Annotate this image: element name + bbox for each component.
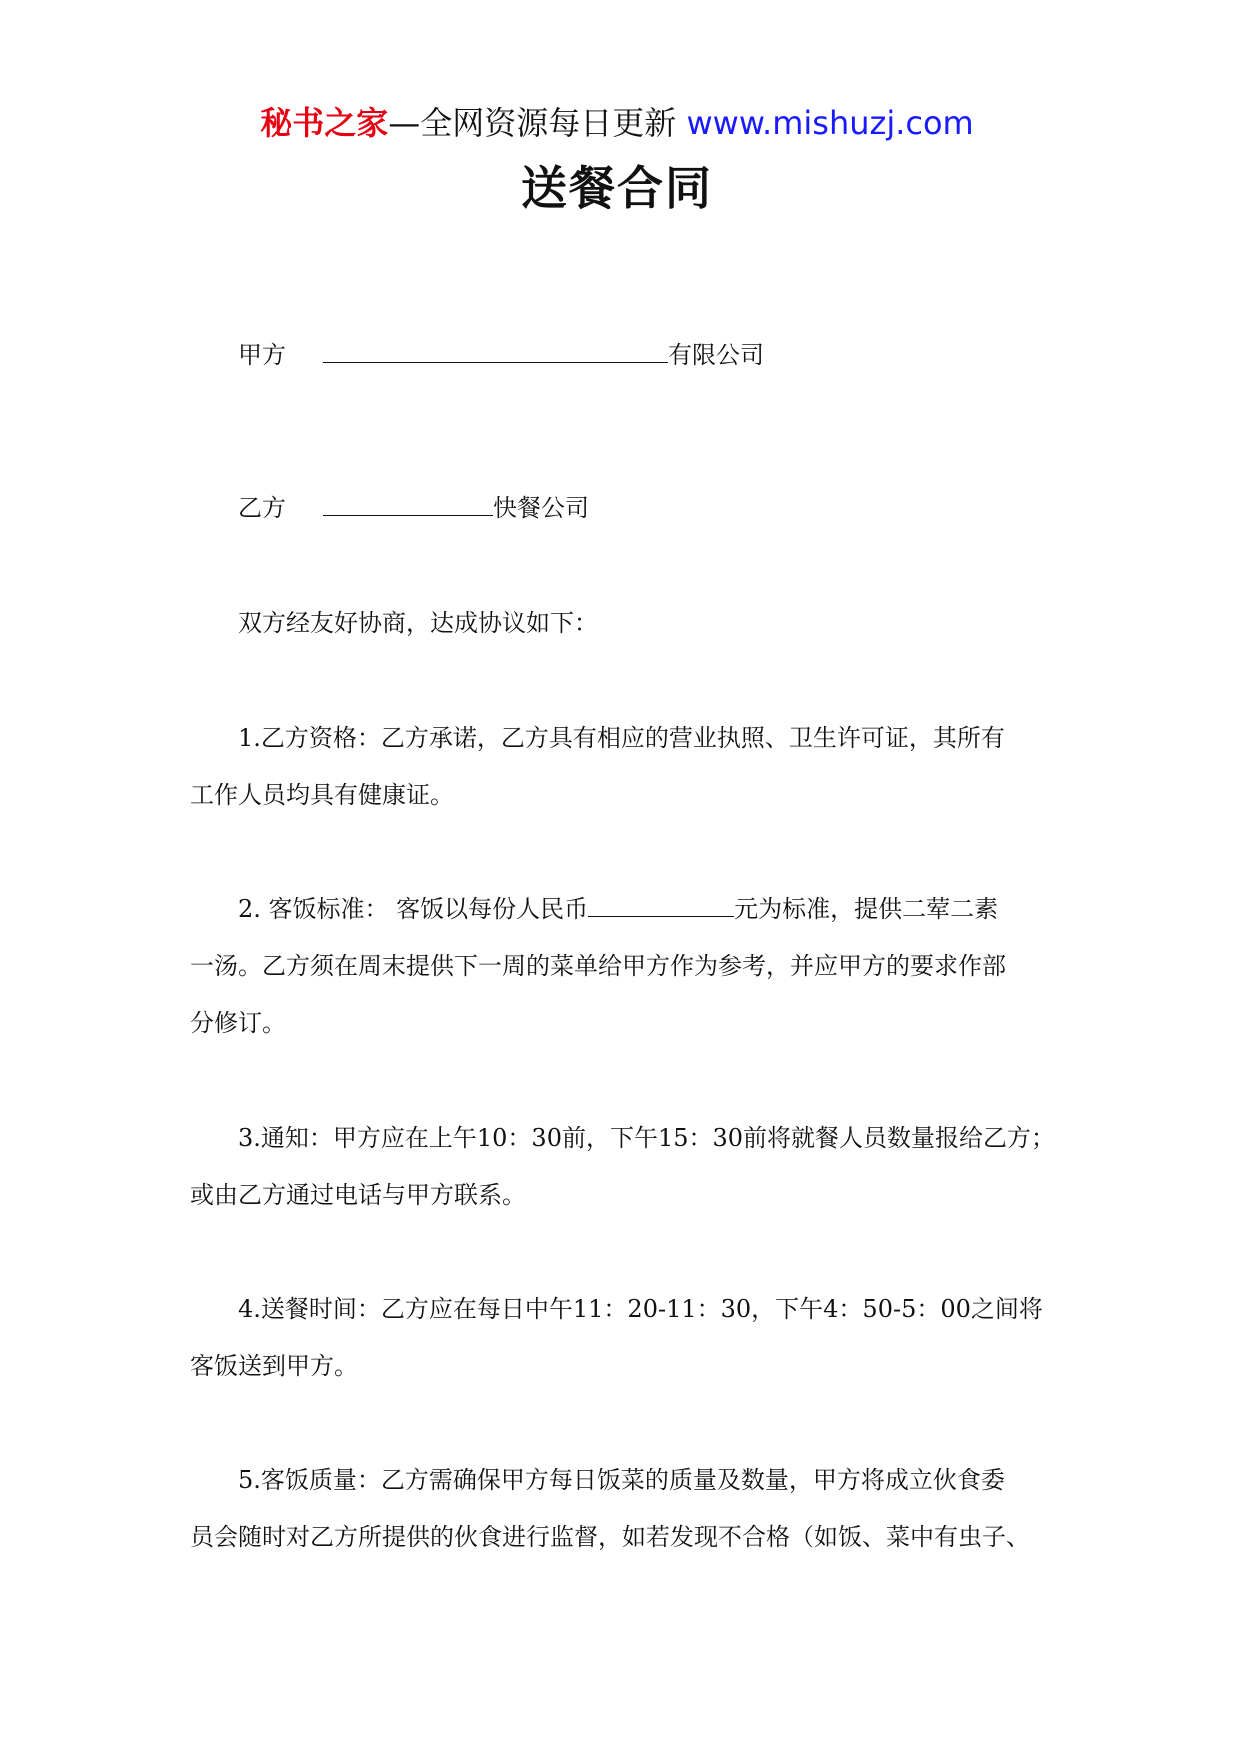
party-b-label: 乙方 [238, 494, 286, 522]
party-a-label: 甲方 [238, 341, 286, 369]
clause-4 [190, 1281, 1060, 1395]
site-url-link[interactable]: www.mishuzj.com [686, 104, 974, 142]
clause-2-line-3: 分修订。 [190, 1009, 286, 1037]
party-b-line [238, 493, 589, 523]
clause-1-line-2: 工作人员均具有健康证。 [190, 781, 454, 809]
party-a-line [238, 340, 764, 370]
clause-4-line-1: 4.送餐时间：乙方应在每日中午11：20-11：30，下午4：50-5：00之间将 [238, 1295, 1043, 1323]
clause-3 [190, 1110, 1060, 1224]
party-a-blank [323, 340, 668, 363]
clause-2-line-2: 一汤。乙方须在周末提供下一周的菜单给甲方作为参考，并应甲方的要求作部 [190, 952, 1006, 980]
clause-1-line-1: 1.乙方资格：乙方承诺，乙方具有相应的营业执照、卫生许可证，其所有 [238, 724, 1005, 752]
clause-5-line-1: 5.客饭质量：乙方需确保甲方每日饭菜的质量及数量，甲方将成立伙食委 [238, 1466, 1005, 1494]
intro-text: 双方经友好协商，达成协议如下： [238, 609, 598, 637]
party-a-suffix: 有限公司 [668, 341, 764, 369]
clause-2-line-1-pre: 2. 客饭标准： 客饭以每份人民币 [238, 895, 589, 923]
party-b-blank [323, 493, 493, 516]
clause-2 [190, 881, 1060, 1052]
clause-3-line-1: 3.通知：甲方应在上午10：30前，下午15：30前将就餐人员数量报给乙方； [238, 1124, 1056, 1152]
clause-5-line-2: 员会随时对乙方所提供的伙食进行监督，如若发现不合格（如饭、菜中有虫子、 [190, 1523, 1030, 1551]
party-b-suffix: 快餐公司 [493, 494, 589, 522]
clause-2-line-1 [190, 881, 1060, 938]
clause-2-line-1-post: 元为标准，提供二荤二素 [734, 895, 999, 923]
clause-4-line-2: 客饭送到甲方。 [190, 1352, 358, 1380]
site-header [0, 102, 1234, 144]
clause-5 [190, 1452, 1060, 1566]
slogan: —全网资源每日更新 [388, 104, 677, 142]
document-title: 送餐合同 [521, 161, 713, 215]
clause-3-line-2: 或由乙方通过电话与甲方联系。 [190, 1181, 526, 1209]
brand-name: 秘书之家 [260, 104, 389, 142]
clause-1 [190, 710, 1060, 824]
price-blank [588, 894, 734, 917]
